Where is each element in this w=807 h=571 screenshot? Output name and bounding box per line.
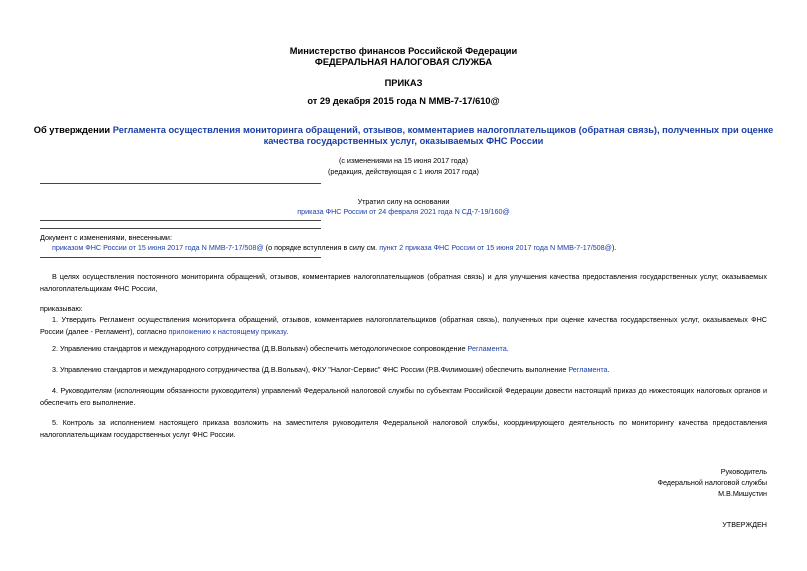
regulation-ref-link[interactable]: Регламента xyxy=(467,344,507,353)
regulation-link-line1: Регламента осуществления мониторинга обращений, отзывов, комментариев налогоплательщиков (обратная связь), полученных при оценке xyxy=(112,125,774,135)
amended-end-text: ). xyxy=(611,243,617,252)
ministry-name: Министерство финансов Российской Федерации xyxy=(289,46,518,56)
preamble-paragraph: В целях осуществления постоянного мониторинга обращений, отзывов, комментариев налогоплательщиков (обратная связь) и для улучшения качества предоставления государственных услуг, оказываемых налогоплательщикам ФНС России, xyxy=(40,272,767,293)
document-title xyxy=(30,125,777,136)
signature-name: М.В.Мишустин xyxy=(718,489,767,498)
entry-into-force-link[interactable]: пункт 2 приказа ФНС России от 15 июня 2017 года N ММВ-7-17/508@ xyxy=(379,243,612,252)
item-1-paragraph xyxy=(40,314,767,337)
item-1-text: 1. Утвердить Регламент осуществления мониторинга обращений, отзывов, комментариев налогоплательщиков (обратная связь), полученных при оценке качества государственных услуг, оказываемых ФНС России (далее - Регламент), согласно xyxy=(40,315,767,336)
divider-line xyxy=(40,228,321,229)
item-2-text: 2. Управлению стандартов и международного сотрудничества (Д.В.Вольвач) обеспечить методологическое сопровождение xyxy=(52,344,468,353)
regulation-link-line2[interactable]: качества государственных услуг, оказываемых ФНС России xyxy=(263,136,544,146)
regulation-ref-link[interactable]: Регламента xyxy=(568,365,608,374)
item-3-text: 3. Управлению стандартов и международного сотрудничества (Д.В.Вольвач), ФКУ "Налог-Сервис" ФНС России (Р.В.Филимошин) обеспечить выполнение xyxy=(52,365,569,374)
document-title-line2 xyxy=(30,136,777,147)
item-2-paragraph xyxy=(40,343,767,355)
item-5-paragraph: 5. Контроль за исполнением настоящего приказа возложить на заместителя руководителя Федеральной налоговой службы, координирующего деятельность по мониторингу качества предоставления налогоплательщикам государственных услуг ФНС России. xyxy=(40,418,767,439)
divider-line xyxy=(40,257,321,258)
item-1-end: . xyxy=(286,326,289,336)
divider-line xyxy=(40,183,321,184)
title-prefix: Об утверждении xyxy=(33,125,113,135)
edition-changes: (с изменениями на 15 июня 2017 года) xyxy=(338,156,469,165)
expired-text: Утратил силу на основании xyxy=(357,197,450,206)
appendix-link[interactable]: приложению к настоящему приказу xyxy=(168,326,287,336)
order-word: приказываю: xyxy=(40,304,83,313)
doc-date-number: от 29 декабря 2015 года N ММВ-7-17/610@ xyxy=(307,96,500,106)
service-name: ФЕДЕРАЛЬНАЯ НАЛОГОВАЯ СЛУЖБА xyxy=(314,57,493,67)
item-3-paragraph xyxy=(40,364,767,376)
amending-order-link[interactable]: приказом ФНС России от 15 июня 2017 года N ММВ-7-17/508@ xyxy=(52,243,264,252)
item-3-end: . xyxy=(607,365,610,374)
amended-label: Документ с изменениями, внесенными: xyxy=(40,233,172,242)
item-4-paragraph: 4. Руководителям (исполняющим обязанности руководителя) управлений Федеральной налоговой службы по субъектам Российской Федерации довести настоящий приказ до нижестоящих налоговых органов и обеспечить его выполнение. xyxy=(40,386,767,407)
regulation-link[interactable] xyxy=(113,125,774,135)
expired-order-link[interactable]: приказа ФНС России от 24 февраля 2021 года N СД-7-19/160@ xyxy=(297,207,510,216)
expired-link-line xyxy=(0,207,807,217)
approved-label: УТВЕРЖДЕН xyxy=(722,520,767,529)
signature-title: Руководитель xyxy=(720,467,767,476)
amended-line xyxy=(52,243,616,253)
doc-type: ПРИКАЗ xyxy=(384,78,423,88)
amended-mid-text: (о порядке вступления в силу см. xyxy=(263,243,380,252)
item-2-end: . xyxy=(506,344,509,353)
divider-line xyxy=(40,220,321,221)
signature-org: Федеральной налоговой службы xyxy=(657,478,767,487)
edition-redaction: (редакция, действующая с 1 июля 2017 года) xyxy=(328,167,479,176)
